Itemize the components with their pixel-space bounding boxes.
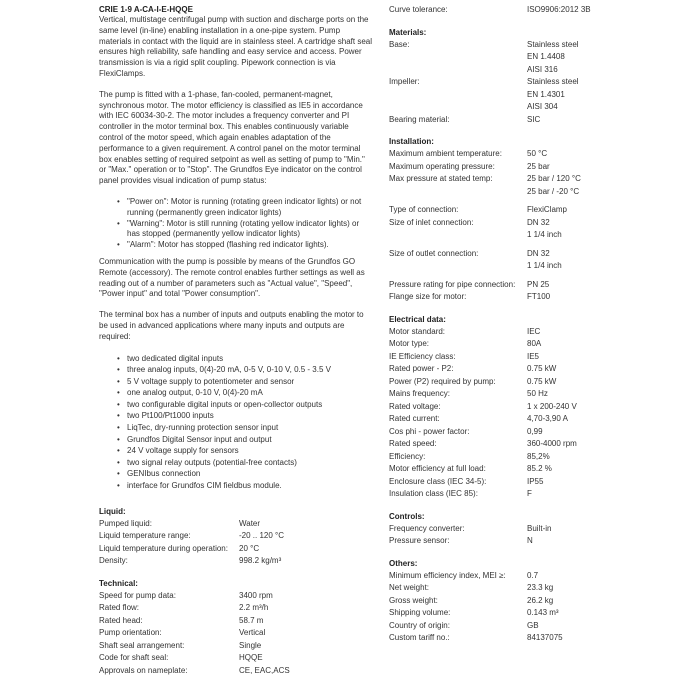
row-value: 20 °C	[239, 543, 260, 553]
row-label: Bearing material:	[389, 114, 450, 124]
table-row	[389, 376, 629, 389]
row-value: 50 °C	[527, 149, 548, 158]
table-row	[389, 570, 629, 583]
table-row	[389, 426, 629, 439]
row-label: Rated power - P2:	[389, 364, 454, 373]
row-label: IE Efficiency class:	[389, 351, 456, 361]
table-row	[99, 518, 374, 531]
table-row	[99, 652, 374, 665]
row-value: DN 32	[527, 217, 550, 227]
technical-heading: Technical:	[99, 578, 138, 588]
table-row	[99, 602, 374, 615]
table-row	[389, 451, 629, 464]
table-row	[389, 64, 629, 77]
row-label: Pressure rating for pipe connection:	[389, 279, 516, 289]
row-label: Rated flow:	[99, 603, 140, 613]
table-row	[99, 555, 374, 568]
row-value: 0,99	[527, 426, 543, 436]
right-column	[389, 4, 629, 645]
row-label: Shipping volume:	[389, 608, 451, 617]
row-label: Rated speed:	[389, 439, 437, 448]
materials-heading: Materials:	[389, 27, 427, 37]
row-label: Speed for pump data:	[99, 590, 176, 600]
list-item: • two Pt100/Pt1000 inputs	[117, 410, 374, 422]
status-list	[99, 197, 374, 251]
list-item: • one analog output, 0-10 V, 0(4)-20 mA	[117, 387, 374, 399]
table-row	[389, 582, 629, 595]
row-value: 50 Hz	[527, 389, 548, 398]
row-value: 0.75 kW	[527, 376, 557, 386]
row-label: Motor standard:	[389, 326, 446, 336]
row-value: PN 25	[527, 279, 550, 289]
table-row	[389, 279, 629, 292]
table-row	[389, 438, 629, 451]
row-label: Custom tariff no.:	[389, 633, 450, 642]
list-item: • LiqTec, dry-running protection sensor input	[117, 422, 374, 434]
row-label: Mains frequency:	[389, 389, 450, 398]
row-label: Base:	[389, 39, 410, 49]
row-label: Approvals on nameplate:	[99, 665, 188, 675]
row-label: Rated voltage:	[389, 401, 441, 411]
row-label: Maximum ambient temperature:	[389, 149, 502, 158]
io-list	[99, 353, 374, 492]
row-value: AISI 304	[527, 102, 558, 111]
row-label: Motor efficiency at full load:	[389, 464, 486, 473]
row-value: 25 bar / 120 °C	[527, 174, 581, 183]
row-value: N	[527, 536, 533, 545]
row-value: Vertical	[239, 628, 266, 638]
table-row	[99, 543, 374, 556]
installation-heading: Installation:	[389, 137, 434, 146]
controls-heading: Controls:	[389, 511, 425, 521]
row-label: Liquid temperature range:	[99, 531, 191, 541]
table-row	[389, 248, 629, 261]
others-heading: Others:	[389, 558, 418, 568]
row-value: EN 1.4301	[527, 89, 565, 99]
row-value: 85.2 %	[527, 464, 552, 473]
table-row	[389, 39, 629, 52]
motor-paragraph: The pump is fitted with a 1-phase, fan-cooled, permanent-magnet, synchronous motor. The motor efficiency is classified as IE5 in accordance with IEC 60034-30-2. The motor includes a frequency converter and PI controller in the motor terminal box. This enables continuously variable control of the motor speed, which again enables adaptation of the performance to a given requirement. A control panel on the motor terminal box enables setting of required setpoint as well as setting of pump to "Min." or "Max." operation or to "Stop". The Grundfos Eye indicator on the control panel provides visual indication of pump status:	[99, 89, 365, 186]
row-value: 360-4000 rpm	[527, 439, 577, 448]
row-value: 4,70-3,90 A	[527, 414, 568, 423]
row-label: Size of inlet connection:	[389, 217, 474, 227]
list-item: • 24 V voltage supply for sensors	[117, 445, 374, 457]
list-item: • "Power on": Motor is running (rotating green indicator lights) or not running (permanently green indicator lights)	[117, 197, 374, 219]
row-value: 80A	[527, 339, 542, 348]
liquid-table	[99, 518, 374, 568]
row-label: Maximum operating pressure:	[389, 161, 495, 171]
table-row	[389, 620, 629, 633]
table-row	[389, 401, 629, 414]
row-value: 23.3 kg	[527, 583, 554, 592]
row-label: Cos phi - power factor:	[389, 426, 470, 436]
table-row	[389, 217, 629, 230]
row-value: GB	[527, 620, 539, 630]
communication-paragraph: Communication with the pump is possible by means of the Grundfos GO Remote (accessory). The remote control enables further settings as well as reading out of a number of parameters such as "Actual value", "Speed", "Power input" and total "Power consumption".	[99, 256, 365, 299]
row-value: Single	[239, 640, 262, 650]
row-label: Net weight:	[389, 583, 430, 592]
row-value: Stainless steel	[527, 77, 579, 86]
row-label: Type of connection:	[389, 205, 459, 214]
row-label: Rated current:	[389, 414, 440, 423]
row-label: Efficiency:	[389, 451, 426, 461]
row-label: Curve tolerance:	[389, 5, 448, 14]
list-item: • "Warning": Motor is still running (rotating yellow indicator lights) or has stopped (permanently yellow indicator lights)	[117, 219, 374, 241]
row-value: 3400 rpm	[239, 590, 273, 600]
table-row	[99, 590, 374, 603]
row-value: SIC	[527, 114, 541, 124]
table-row	[389, 488, 629, 501]
list-item: • two signal relay outputs (potential-free contacts)	[117, 457, 374, 469]
row-value: FlexiClamp	[527, 205, 568, 214]
liquid-heading: Liquid:	[99, 506, 126, 516]
table-row	[389, 114, 629, 127]
row-value: 58.7 m	[239, 615, 264, 625]
row-value: F	[527, 489, 532, 498]
list-item: • three analog inputs, 0(4)-20 mA, 0-5 V, 0-10 V, 0.5 - 3.5 V	[117, 364, 374, 376]
table-row	[389, 229, 629, 242]
row-value: 26.2 kg	[527, 595, 554, 605]
row-value: CE, EAC,ACS	[239, 665, 290, 675]
row-label: Shaft seal arrangement:	[99, 640, 185, 650]
row-value: Built-in	[527, 523, 552, 533]
row-label: Pump orientation:	[99, 628, 162, 638]
row-label: Pumped liquid:	[99, 518, 152, 528]
table-row	[389, 186, 629, 199]
table-row	[389, 260, 629, 273]
list-item: • interface for Grundfos CIM fieldbus module.	[117, 480, 374, 492]
row-value: IE5	[527, 351, 540, 361]
row-label: Liquid temperature during operation:	[99, 543, 228, 553]
table-row	[389, 413, 629, 426]
list-item: • two configurable digital inputs or open-collector outputs	[117, 399, 374, 411]
row-value: 25 bar	[527, 161, 550, 171]
list-item: • 5 V voltage supply to potentiometer and sensor	[117, 376, 374, 388]
row-value: 1 1/4 inch	[527, 261, 562, 270]
list-item: • "Alarm": Motor has stopped (flashing red indicator lights).	[117, 240, 374, 251]
row-value: 85,2%	[527, 451, 550, 461]
row-value: -20 .. 120 °C	[239, 531, 284, 541]
table-row	[389, 338, 629, 351]
table-row	[99, 640, 374, 653]
row-value: 0.75 kW	[527, 364, 557, 373]
row-value: 998.2 kg/m³	[239, 556, 282, 566]
table-row	[389, 291, 629, 304]
table-row	[389, 4, 629, 17]
row-value: ISO9906:2012 3B	[527, 5, 591, 14]
electrical-table	[389, 326, 629, 501]
table-row	[389, 463, 629, 476]
row-value: 84137075	[527, 633, 563, 642]
row-value: 0.7	[527, 570, 539, 580]
row-label: Motor type:	[389, 339, 430, 348]
row-label: Insulation class (IEC 85):	[389, 489, 478, 498]
row-label: Minimum efficiency index, MEI ≥:	[389, 570, 506, 580]
row-value: 1 1/4 inch	[527, 230, 562, 239]
table-row	[99, 530, 374, 543]
technical-table	[99, 590, 374, 678]
row-label: Size of outlet connection:	[389, 248, 479, 258]
table-row	[389, 101, 629, 114]
table-row	[389, 204, 629, 217]
table-row	[389, 351, 629, 364]
product-title: CRIE 1-9 A-CA-I-E-HQQE	[99, 5, 193, 14]
table-row	[99, 615, 374, 628]
row-label: Rated head:	[99, 615, 143, 625]
terminal-paragraph: The terminal box has a number of inputs and outputs enabling the motor to be used in advanced applications where many inputs and outputs are required:	[99, 310, 364, 341]
row-label: Impeller:	[389, 77, 420, 86]
table-row	[99, 627, 374, 640]
row-label: Gross weight:	[389, 595, 438, 605]
row-value: DN 32	[527, 248, 550, 258]
table-row	[389, 388, 629, 401]
row-value: 0.143 m³	[527, 608, 559, 617]
table-row	[389, 632, 629, 645]
table-row	[389, 51, 629, 64]
table-row	[389, 76, 629, 89]
list-item: • two dedicated digital inputs	[117, 353, 374, 365]
list-item: • GENIbus connection	[117, 468, 374, 480]
row-value: Water	[239, 518, 261, 528]
row-value: Stainless steel	[527, 39, 579, 49]
table-row	[389, 89, 629, 102]
row-label: Max pressure at stated temp:	[389, 174, 493, 183]
row-value: 25 bar / -20 °C	[527, 186, 580, 196]
left-column	[99, 4, 374, 677]
row-label: Density:	[99, 556, 128, 566]
row-value: 1 x 200-240 V	[527, 401, 577, 411]
row-label: Pressure sensor:	[389, 536, 450, 545]
row-label: Code for shaft seal:	[99, 653, 169, 663]
table-row	[389, 173, 629, 186]
table-row	[99, 665, 374, 678]
table-row	[389, 535, 629, 548]
row-value: HQQE	[239, 653, 263, 663]
row-value: AISI 316	[527, 64, 558, 74]
table-row	[389, 607, 629, 620]
table-row	[389, 148, 629, 161]
electrical-heading: Electrical data:	[389, 314, 446, 324]
row-label: Flange size for motor:	[389, 292, 467, 301]
row-label: Frequency converter:	[389, 523, 465, 533]
intro-paragraph: Vertical, multistage centrifugal pump with suction and discharge ports on the same level (in-line) enabling installation in a one-pipe system. Pump materials in contact with the liquid are in stainless steel. A cartridge shaft seal ensures high reliability, safe handling and easy service and access. Power transmission is via a rigid split coupling. Pipework connection is via FlexiClamps.	[99, 15, 373, 78]
row-value: FT100	[527, 292, 551, 301]
row-value: IP55	[527, 476, 544, 486]
table-row	[389, 161, 629, 174]
row-value: IEC	[527, 326, 541, 336]
row-label: Enclosure class (IEC 34-5):	[389, 476, 487, 486]
row-value: EN 1.4408	[527, 52, 565, 61]
table-row	[389, 326, 629, 339]
table-row	[389, 363, 629, 376]
row-label: Power (P2) required by pump:	[389, 376, 496, 386]
list-item: • Grundfos Digital Sensor input and output	[117, 434, 374, 446]
row-label: Country of origin:	[389, 620, 450, 630]
table-row	[389, 595, 629, 608]
table-row	[389, 476, 629, 489]
table-row	[389, 523, 629, 536]
row-value: 2.2 m³/h	[239, 603, 269, 613]
